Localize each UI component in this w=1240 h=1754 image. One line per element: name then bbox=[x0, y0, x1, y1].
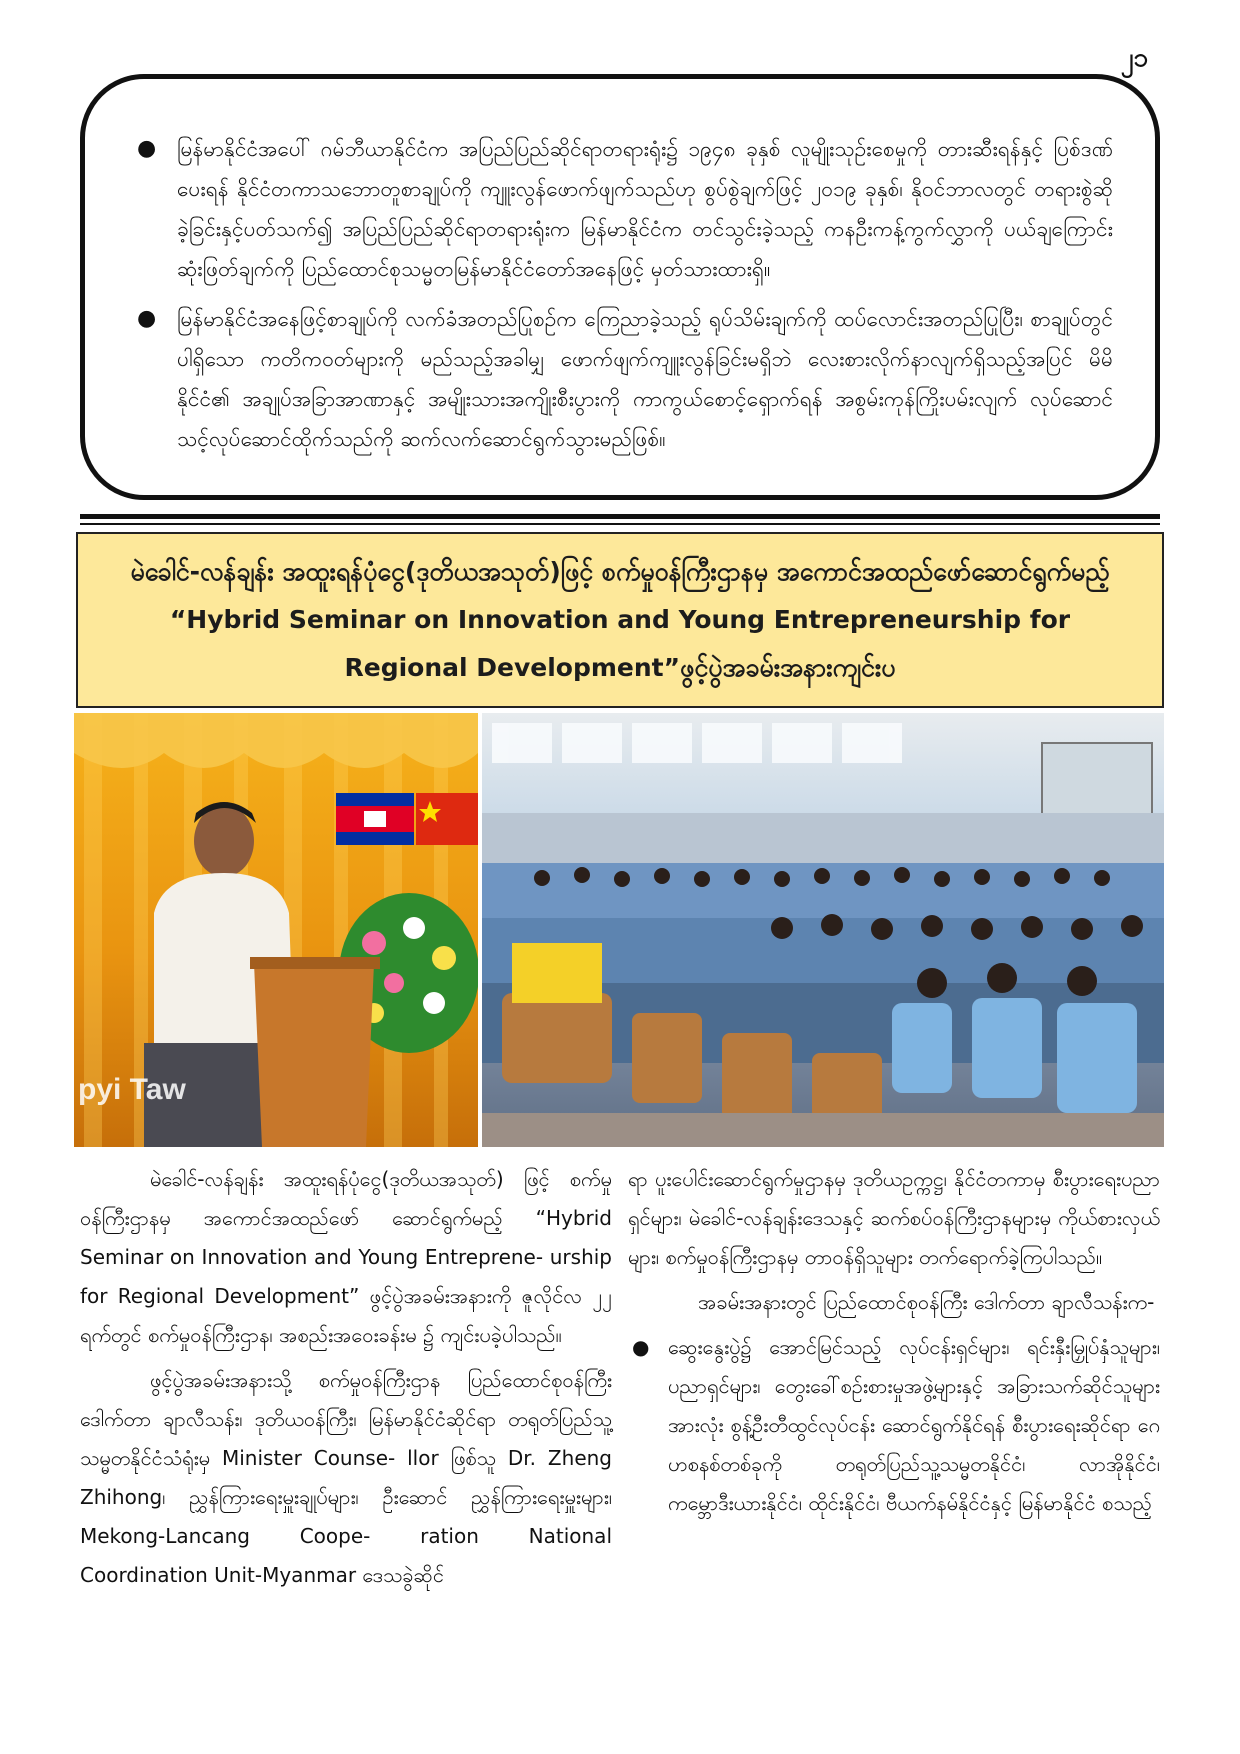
summary-item bbox=[127, 129, 1113, 289]
article-paragraph: မဲခေါင်-လန်ချန်း အထူးရန်ပုံငွေ(ဒုတိယအသုတ်) ဖြင့် စက်မှုဝန်ကြီးဌာနမှ အကောင်အထည်ဖော် ဆောင်ရွက်မည့် “Hybrid Seminar on Innovation and Young Entreprene- urship for Regional Development” ဖွင့်ပွဲအခမ်းအနားကို ဇူလိုင်လ ၂၂ ရက်တွင် စက်မှုဝန်ကြီးဌာန၊ အစည်းအဝေးခန်းမ ၌ ကျင်းပခဲ့ပါသည်။ bbox=[80, 1167, 612, 1347]
section-divider bbox=[80, 514, 1160, 519]
cambodia-flag bbox=[336, 793, 414, 845]
article-headline bbox=[76, 532, 1164, 708]
audience-illustration bbox=[482, 713, 1164, 1147]
bullet-dot-icon: ● bbox=[137, 136, 157, 161]
article-paragraph: ရာ ပူးပေါင်းဆောင်ရွက်မှုဌာနမှ ဒုတိယဥက္ကဋ္ဌ၊ နိုင်ငံတကာမှ စီးပွားရေးပညာရှင်များ၊ မဲခေါင်-လန်ချန်းဒေသနှင့် ဆက်စပ်ဝန်ကြီးဌာနများမှ ကိုယ်စားလှယ်များ၊ စက်မှုဝန်ကြီးဌာနမှ တာဝန်ရှိသူများ တက်ရောက်ခဲ့ကြပါသည်။ bbox=[628, 1167, 1160, 1269]
bullet-dot-icon: ● bbox=[632, 1335, 650, 1359]
banner-text: pyi Taw bbox=[78, 1073, 186, 1106]
bullet-dot-icon: ● bbox=[137, 306, 157, 331]
article-bullet-text: ဆွေးနွေးပွဲ၌ အောင်မြင်သည့် လုပ်ငန်းရှင်များ၊ ရင်းနှီးမြှုပ်နှံသူများ၊ ပညာရှင်များ၊ တွေးခေါ်စဉ်းစားမှုအဖွဲ့များနှင့် အခြားသက်ဆိုင်သူများအားလုံး စွန့်ဦးတီထွင်လုပ်ငန်း ဆောင်ရွက်နိုင်ရန် စီးပွားရေးဆိုင်ရာ ဂေဟစနစ်တစ်ခုကို တရုတ်ပြည်သူ့သမ္မတနိုင်ငံ၊ လာအိုနိုင်ငံ၊ ကမ္ဘောဒီးယားနိုင်ငံ၊ ထိုင်းနိုင်ငံ၊ ဗီယက်နမ်နိုင်ငံနှင့် မြန်မာနိုင်ငံ စသည့် bbox=[668, 1335, 1160, 1515]
photo-speaker bbox=[74, 713, 478, 1147]
article-column-right bbox=[628, 1160, 1160, 1529]
speaker-illustration bbox=[74, 713, 478, 1147]
summary-item bbox=[127, 299, 1113, 459]
article-bullet-item bbox=[628, 1328, 1160, 1523]
china-flag bbox=[416, 793, 478, 845]
article-paragraph: ဖွင့်ပွဲအခမ်းအနားသို့ စက်မှုဝန်ကြီးဌာန ပြည်ထောင်စုဝန်ကြီး ဒေါက်တာ ချာလီသန်း၊ ဒုတိယဝန်ကြီး၊ မြန်မာနိုင်ငံဆိုင်ရာ တရုတ်ပြည်သူ့သမ္မတနိုင်ငံသံရုံးမှ Minister Counse- llor ဖြစ်သူ Dr. Zheng Zhihong၊ ညွှန်ကြားရေးမှူးချုပ်များ၊ ဦးဆောင် ညွှန်ကြားရေးမှူးများ၊ Mekong-Lancang Coope- ration National Coordination Unit-Myanmar ဒေသခွဲဆိုင် bbox=[80, 1368, 612, 1587]
section-divider-thin bbox=[80, 523, 1160, 525]
summary-list bbox=[127, 129, 1113, 459]
photo-audience bbox=[482, 713, 1164, 1147]
page-number: ၂၁ bbox=[1120, 43, 1148, 73]
headline-text: မဲခေါင်-လန်ချန်း အထူးရန်ပုံငွေ(ဒုတိယအသုတ်)ဖြင့် စက်မှုဝန်ကြီးဌာနမှ အကောင်အထည်ဖော်ဆောင်ရွက်မည့် “Hybrid Seminar on Innovation and Young Entrepreneurship for Regional Development”ဖွင့်ပွဲအခမ်းအနားကျင်းပ bbox=[130, 557, 1110, 682]
summary-box bbox=[80, 74, 1160, 500]
article-paragraph: အခမ်းအနားတွင် ပြည်ထောင်စုဝန်ကြီး ဒေါက်တာ ချာလီသန်းက- bbox=[698, 1290, 1155, 1314]
article-column-left bbox=[80, 1160, 612, 1601]
summary-text: မြန်မာနိုင်ငံအနေဖြင့်စာချုပ်ကို လက်ခံအတည်ပြုစဉ်က ကြေညာခဲ့သည့် ရုပ်သိမ်းချက်ကို ထပ်လောင်းအတည်ပြုပြီး၊ စာချုပ်တွင်ပါရှိသော ကတိကဝတ်များကို မည်သည့်အခါမျှ ဖောက်ဖျက်ကျူးလွန်ခြင်းမရှိဘဲ လေးစားလိုက်နာလျက်ရှိသည့်အပြင် မိမိနိုင်ငံ၏ အချုပ်အခြာအာဏာနှင့် အမျိုးသားအကျိုးစီးပွားကို ကာကွယ်စောင့်ရှောက်ရန် အစွမ်းကုန်ကြိုးပမ်းလျက် လုပ်ဆောင်သင့်လုပ်ဆောင်ထိုက်သည်ကို ဆက်လက်ဆောင်ရွက်သွားမည်ဖြစ်။ bbox=[177, 307, 1113, 451]
summary-text: မြန်မာနိုင်ငံအပေါ် ဂမ်ဘီယာနိုင်ငံက အပြည်ပြည်ဆိုင်ရာတရားရုံး၌ ၁၉၄၈ ခုနှစ် လူမျိုးသုဉ်းစေမှုကို တားဆီးရန်နှင့် ပြစ်ဒဏ်ပေးရန် နိုင်ငံတကာသဘောတူစာချုပ်ကို ကျူးလွန်ဖောက်ဖျက်သည်ဟု စွပ်စွဲချက်ဖြင့် ၂၀၁၉ ခုနှစ်၊ နိုဝင်ဘာလတွင် တရားစွဲဆိုခဲ့ခြင်းနှင့်ပတ်သက်၍ အပြည်ပြည်ဆိုင်ရာတရားရုံးက မြန်မာနိုင်ငံက တင်သွင်းခဲ့သည့် ကနဦးကန့်ကွက်လွှာကို ပယ်ချကြောင်း ဆုံးဖြတ်ချက်ကို ပြည်ထောင်စုသမ္မတမြန်မာနိုင်ငံတော်အနေဖြင့် မှတ်သားထားရှိ။ bbox=[177, 137, 1113, 281]
